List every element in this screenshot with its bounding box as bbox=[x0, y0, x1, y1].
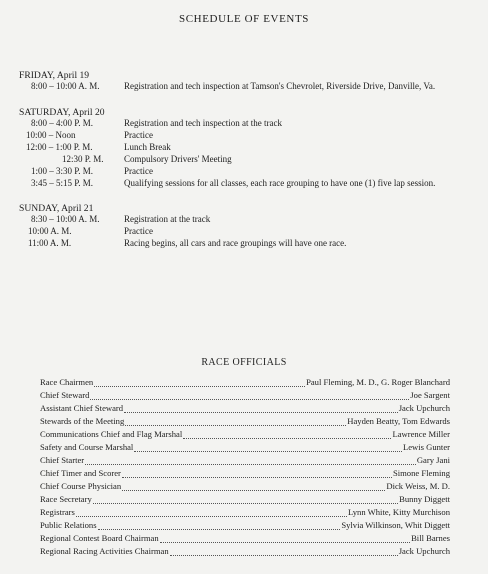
official-role: Chief Starter bbox=[40, 455, 85, 465]
schedule-row bbox=[0, 154, 488, 166]
official-role: Regional Contest Board Chairman bbox=[40, 533, 159, 543]
official-role: Assistant Chief Steward bbox=[40, 403, 124, 413]
event-description: Registration and tech inspection at Tamson's Chevrolet, Riverside Drive, Danville, Va. bbox=[124, 81, 436, 91]
official-role: Communications Chief and Flag Marshal bbox=[40, 429, 183, 439]
event-description: Lunch Break bbox=[124, 142, 171, 152]
official-row bbox=[40, 520, 450, 531]
day-heading-saturday: SATURDAY, April 20 bbox=[19, 107, 105, 118]
page-title: SCHEDULE OF EVENTS bbox=[179, 13, 309, 25]
official-name: Dick Weiss, M. D. bbox=[386, 481, 450, 491]
official-role: Stewards of the Meeting bbox=[40, 416, 125, 426]
event-description: Registration and tech inspection at the track bbox=[124, 118, 282, 128]
officials-title: RACE OFFICIALS bbox=[201, 357, 287, 368]
event-time: 1:00 – 3:30 P. M. bbox=[31, 166, 94, 176]
official-row bbox=[40, 429, 450, 440]
schedule-row bbox=[0, 118, 488, 130]
schedule-row bbox=[0, 214, 488, 226]
official-row bbox=[40, 507, 450, 518]
event-description: Qualifying sessions for all classes, each race grouping to have one (1) five lap session. bbox=[124, 178, 436, 188]
leader-dots bbox=[124, 405, 398, 413]
event-description: Racing begins, all cars and race groupings will have one race. bbox=[124, 238, 347, 248]
official-role: Chief Timer and Scorer bbox=[40, 468, 121, 478]
leader-dots bbox=[98, 522, 341, 530]
leader-dots bbox=[183, 431, 391, 439]
official-name: Joe Sargent bbox=[410, 390, 450, 400]
event-time: 12:30 P. M. bbox=[62, 154, 104, 164]
event-description: Practice bbox=[124, 166, 153, 176]
official-row bbox=[40, 403, 450, 414]
event-description: Practice bbox=[124, 226, 153, 236]
official-row bbox=[40, 442, 450, 453]
event-description: Compulsory Drivers' Meeting bbox=[124, 154, 232, 164]
schedule-row bbox=[0, 130, 488, 142]
schedule-row bbox=[0, 238, 488, 250]
schedule-row bbox=[0, 166, 488, 178]
official-row bbox=[40, 455, 450, 466]
official-role: Regional Racing Activities Chairman bbox=[40, 546, 169, 556]
event-description: Practice bbox=[124, 130, 153, 140]
official-role: Race Chairmen bbox=[40, 377, 94, 387]
official-name: Bunny Diggett bbox=[399, 494, 450, 504]
official-row bbox=[40, 533, 450, 544]
leader-dots bbox=[134, 444, 402, 452]
event-time: 10:00 A. M. bbox=[28, 226, 72, 236]
official-role: Safety and Course Marshal bbox=[40, 442, 134, 452]
leader-dots bbox=[93, 496, 398, 504]
official-role: Chief Steward bbox=[40, 390, 90, 400]
schedule-row bbox=[0, 226, 488, 238]
event-description: Registration at the track bbox=[124, 214, 211, 224]
official-role: Public Relations bbox=[40, 520, 97, 530]
official-name: Jack Upchurch bbox=[398, 403, 450, 413]
official-row bbox=[40, 390, 450, 401]
schedule-row bbox=[0, 178, 488, 190]
official-name: Jack Upchurch bbox=[398, 546, 450, 556]
official-name: Lynn White, Kitty Murchison bbox=[347, 507, 450, 517]
official-row bbox=[40, 546, 450, 557]
event-time: 10:00 – Noon bbox=[26, 130, 76, 140]
day-heading-sunday: SUNDAY, April 21 bbox=[19, 203, 94, 214]
leader-dots bbox=[85, 457, 416, 465]
event-time: 11:00 A. M. bbox=[28, 238, 72, 248]
leader-dots bbox=[94, 379, 305, 387]
official-role: Chief Course Physician bbox=[40, 481, 122, 491]
event-time: 8:00 – 10:00 A. M. bbox=[31, 81, 100, 91]
official-name: Simone Fleming bbox=[392, 468, 450, 478]
schedule-row bbox=[0, 142, 488, 154]
leader-dots bbox=[170, 548, 398, 556]
event-time: 12:00 – 1:00 P. M. bbox=[26, 142, 93, 152]
official-name: Lewis Gunter bbox=[402, 442, 450, 452]
event-time: 3:45 – 5:15 P. M. bbox=[31, 178, 94, 188]
official-row bbox=[40, 494, 450, 505]
event-time: 8:30 – 10:00 A. M. bbox=[31, 214, 100, 224]
official-name: Paul Fleming, M. D., G. Roger Blanchard bbox=[306, 377, 450, 387]
leader-dots bbox=[122, 470, 392, 478]
official-row bbox=[40, 377, 450, 388]
official-name: Gary Jani bbox=[416, 455, 450, 465]
schedule-row bbox=[0, 81, 488, 93]
event-time: 8:00 – 4:00 P. M. bbox=[31, 118, 94, 128]
official-name: Hayden Beatty, Tom Edwards bbox=[347, 416, 450, 426]
official-row bbox=[40, 416, 450, 427]
official-row bbox=[40, 481, 450, 492]
day-heading-friday: FRIDAY, April 19 bbox=[19, 70, 90, 81]
leader-dots bbox=[125, 418, 346, 426]
official-name: Bill Barnes bbox=[411, 533, 450, 543]
official-row bbox=[40, 468, 450, 479]
official-role: Registrars bbox=[40, 507, 75, 517]
official-name: Lawrence Miller bbox=[392, 429, 450, 439]
leader-dots bbox=[76, 509, 347, 517]
leader-dots bbox=[90, 392, 409, 400]
leader-dots bbox=[122, 483, 385, 491]
official-role: Race Secretary bbox=[40, 494, 92, 504]
official-name: Sylvia Wilkinson, Whit Diggett bbox=[341, 520, 450, 530]
leader-dots bbox=[160, 535, 410, 543]
